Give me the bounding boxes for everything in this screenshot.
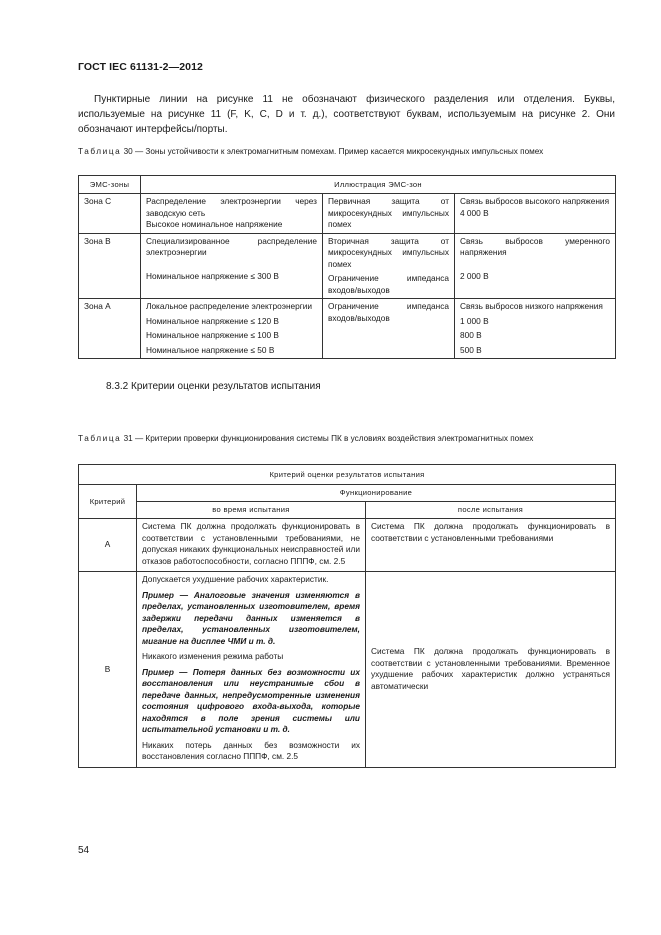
zone-label: Зона С	[79, 194, 141, 234]
table31-head-main: Критерий оценки результатов испытания	[79, 465, 616, 485]
criterion-b-example-2: Пример — Потеря данных без возможности их восстановления или неустранимые сбои в передаче данных, непредусмотренные изменения состояния цифрового входа-выхода, которые находятся в поле зрения системы или испытательной установки и т. д.	[142, 666, 360, 734]
table-30-emc-zones	[78, 175, 616, 359]
table31-caption	[78, 433, 615, 444]
zone-a-distribution: Локальное распределение электроэнергии Номинальное напряжение ≤ 120 В Номинальное напряжение ≤ 100 В Номинальное напряжение ≤ 50 В	[141, 299, 323, 359]
criterion-a-during: Система ПК должна продолжать функционировать в соответствии с установленными требованиями, не допуская никаких функциональных неисправностей или отказов работоспособности, согласно ПППФ, см. 2.5	[137, 519, 366, 572]
intro-paragraph	[78, 92, 615, 137]
table31-header-function	[79, 485, 616, 502]
table30-col-zone: ЭМС-зоны	[79, 176, 141, 194]
criterion-b-p3: Никакого изменения режима работы	[142, 651, 284, 661]
table30-row-zone-c	[79, 194, 616, 234]
table30-col-illustration: Иллюстрация ЭМС-зон	[141, 176, 616, 194]
zone-label: Зона А	[79, 299, 141, 359]
table31-head-function: Функционирование	[137, 485, 616, 502]
table30-header-row	[79, 176, 616, 194]
page-number: 54	[78, 845, 90, 856]
table31-header-sub	[79, 502, 616, 519]
table30-caption	[78, 146, 615, 157]
criterion-b-after: Система ПК должна продолжать функционировать в соответствии с установленными требованиями. Временное ухудшение рабочих характеристик должно устраняться автоматически	[366, 572, 616, 768]
zone-b-coupling: Связь выбросов умеренного напряжения 2 000 В	[455, 233, 616, 299]
criterion-label: А	[79, 519, 137, 572]
zone-a-coupling: Связь выбросов низкого напряжения 1 000 В 800 В 500 В	[455, 299, 616, 359]
zone-c-distribution: Распределение электроэнергии через заводскую сеть Высокое номинальное напряжение	[141, 194, 323, 234]
table30-row-zone-a	[79, 299, 616, 359]
table31-head-during: во время испытания	[137, 502, 366, 519]
zone-b-distribution: Специализированное распределение электроэнергии Номинальное напряжение ≤ 300 В	[141, 233, 323, 299]
table31-header-main	[79, 465, 616, 485]
criterion-b-during	[137, 572, 366, 768]
zone-c-protection: Первичная защита от микросекундных импульсных помех	[323, 194, 455, 234]
criterion-b-p5: Никаких потерь данных без возможности их восстановления согласно ПППФ, см. 2.5	[142, 739, 360, 761]
document-header: ГОСТ IEC 61131-2—2012	[78, 61, 203, 73]
table30-caption-text: 30 — Зоны устойчивости к электромагнитным помехам. Пример касается микросекундных импульсных помех	[121, 147, 544, 156]
table31-head-after: после испытания	[366, 502, 616, 519]
table-31-test-criteria	[78, 464, 616, 768]
criterion-b-example-1: Пример — Аналоговые значения изменяются в пределах, установленных изготовителем, время задержки передачи данных изменяется в пределах, установленных изготовителем, мигание на дисплее ЧМИ и т. д.	[142, 589, 360, 646]
table31-caption-text: 31 — Критерии проверки функционирования системы ПК в условиях воздействия электромагнитных помех	[121, 434, 534, 443]
table31-row-a	[79, 519, 616, 572]
criterion-label: В	[79, 572, 137, 768]
zone-c-coupling: Связь выбросов высокого напряжения 4 000 В	[455, 194, 616, 234]
section-heading: 8.3.2 Критерии оценки результатов испытания	[106, 381, 321, 392]
zone-label: Зона В	[79, 233, 141, 299]
table30-caption-label: Таблица	[78, 147, 122, 156]
criterion-b-p1: Допускается ухудшение рабочих характеристик.	[142, 574, 329, 584]
intro-text: Пунктирные линии на рисунке 11 не обозначают физического разделения или отделения. Буквы, используемые на рисунке 11 (F, K, C, D и т. д.), соответствуют буквам, используемым на рисунке 2. Они обозначают интерфейсы/порты.	[78, 94, 615, 135]
table31-caption-label: Таблица	[78, 434, 122, 443]
zone-b-protection: Вторичная защита от микросекундных импульсных помех Ограничение импеданса входов/выходов	[323, 233, 455, 299]
table31-head-criterion: Критерий	[79, 485, 137, 519]
table30-row-zone-b	[79, 233, 616, 299]
zone-a-protection: Ограничение импеданса входов/выходов	[323, 299, 455, 359]
table31-row-b	[79, 572, 616, 768]
criterion-a-after: Система ПК должна продолжать функционировать в соответствии с установленными требованиями	[366, 519, 616, 572]
